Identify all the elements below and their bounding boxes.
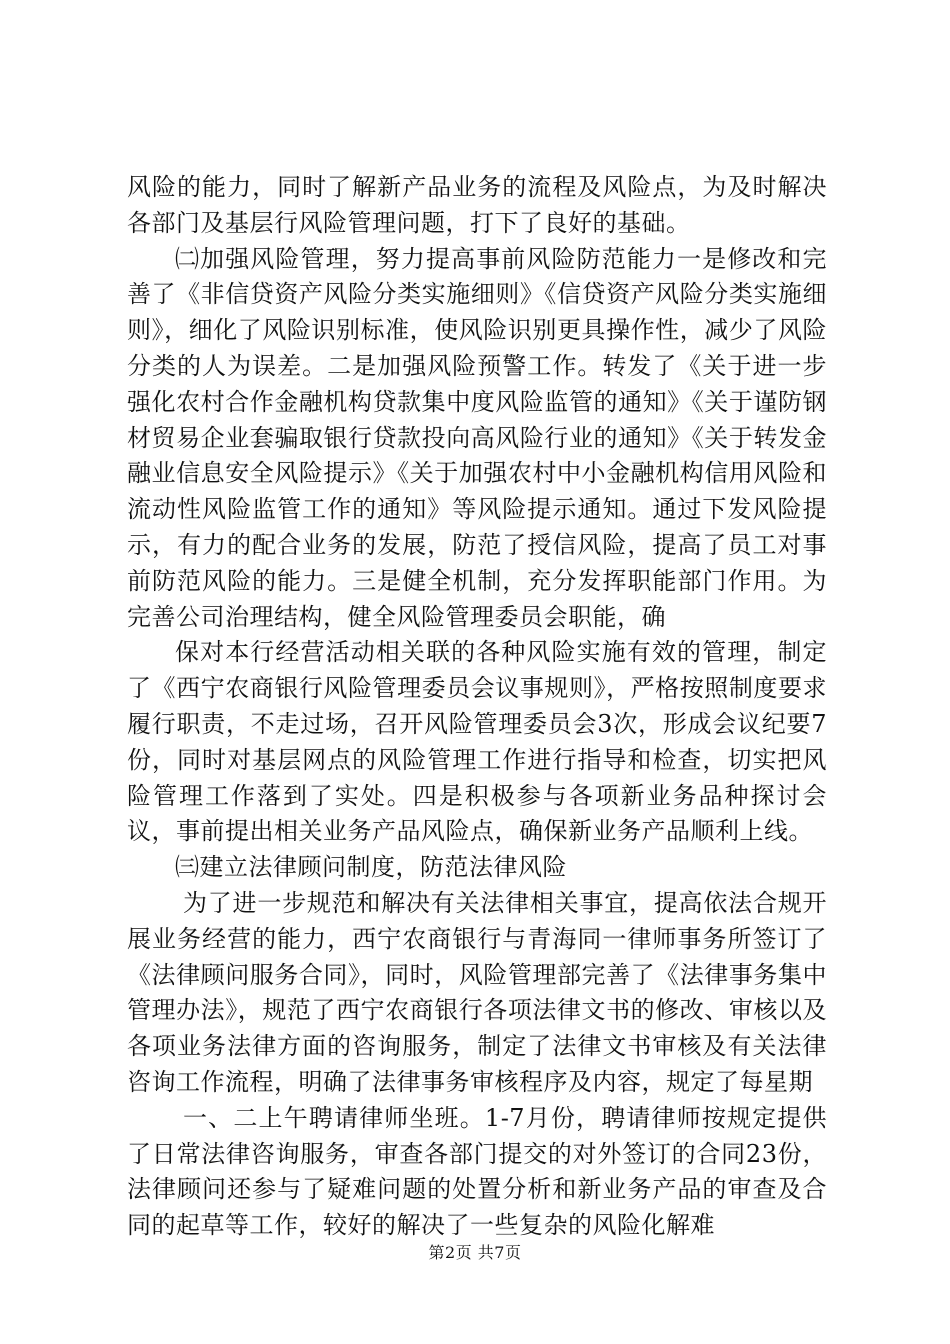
paragraph-risk-committee: 保对本行经营活动相关联的各种风险实施有效的管理，制定了《西宁农商银行风险管理委员会议事规则》，严格按照制度要求履行职责，不走过场，召开风险管理委员会3次，形成会议纪要7份，同时对基层网点的风险管理工作进行指导和检查，切实把风险管理工作落到了实处。四是积极参与各项新业务品种探讨会议，事前提出相关业务产品风险点，确保新业务产品顺利上线。 bbox=[127, 638, 827, 846]
section-heading-legal-advisor: ㈢建立法律顾问制度，防范法律风险 bbox=[175, 853, 567, 882]
document-body bbox=[127, 170, 827, 1244]
paragraph-legal-advisor: 为了进一步规范和解决有关法律相关事宜，提高依法合规开展业务经营的能力，西宁农商银行与青海同一律师事务所签订了《法律顾问服务合同》，同时，风险管理部完善了《法律事务集中管理办法》，规范了西宁农商银行各项法律文书的修改、审核以及各项业务法律方面的咨询服务，制定了法律文书审核及有关法律咨询工作流程，明确了法律事务审核程序及内容，规定了每星期 bbox=[127, 888, 827, 1096]
paragraph-risk-management: ㈡加强风险管理，努力提高事前风险防范能力一是修改和完善了《非信贷资产风险分类实施细则》《信贷资产风险分类实施细则》，细化了风险识别标准，使风险识别更具操作性，减少了风险分类的人为误差。二是加强风险预警工作。转发了《关于进一步强化农村合作金融机构贷款集中度风险监管的通知》《关于谨防钢材贸易企业套骗取银行贷款投向高风险行业的通知》《关于转发金融业信息安全风险提示》《关于加强农村中小金融机构信用风险和流动性风险监管工作的通知》等风险提示通知。通过下发风险提示，有力的配合业务的发展，防范了授信风险，提高了员工对事前防范风险的能力。三是健全机制，充分发挥职能部门作用。为完善公司治理结构，健全风险管理委员会职能，确 bbox=[127, 244, 827, 631]
paragraph-risk-ability: 风险的能力，同时了解新产品业务的流程及风险点，为及时解决各部门及基层行风险管理问题，打下了良好的基础。 bbox=[127, 173, 827, 237]
page-footer: 第2页 共7页 bbox=[428, 1243, 522, 1262]
paragraph-lawyer-duty: 一、二上午聘请律师坐班。1-7月份，聘请律师按规定提供了日常法律咨询服务，审查各部门提交的对外签订的合同23份，法律顾问还参与了疑难问题的处置分析和新业务产品的审查及合同的起草等工作，较好的解决了一些复杂的风险化解难 bbox=[127, 1103, 827, 1240]
